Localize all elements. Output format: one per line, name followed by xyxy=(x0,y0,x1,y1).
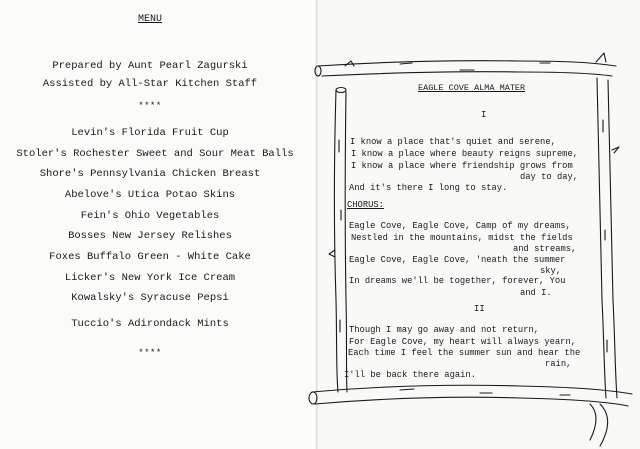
chorus-line: Nestled in the mountains, midst the fields xyxy=(351,233,573,243)
verse-line: day to day, xyxy=(520,172,579,182)
verse-line: I know a place where beauty reigns supreme, xyxy=(351,149,578,159)
verse-line: I know a place where friendship grows from xyxy=(351,161,573,171)
chorus-line: and I. xyxy=(520,288,552,298)
menu-item: Fein's Ohio Vegetables xyxy=(80,210,220,222)
menu-title: MENU xyxy=(137,14,162,25)
menu-item: Tuccio's Adirondack Mints xyxy=(71,318,229,330)
menu-separator-bottom: **** xyxy=(138,348,162,358)
chorus-line: and streams, xyxy=(513,244,577,254)
menu-item: Foxes Buffalo Green - White Cake xyxy=(49,251,251,263)
chorus-line: Eagle Cove, Eagle Cove, Camp of my dreams, xyxy=(349,221,571,231)
menu-item: Shore's Pennsylvania Chicken Breast xyxy=(39,168,261,180)
verse-line: Though I may go away and not return, xyxy=(349,325,540,335)
chorus-line: sky, xyxy=(540,266,562,276)
verse-line: And it's there I long to stay. xyxy=(349,183,508,193)
verse-line: I know a place that's quiet and serene, xyxy=(350,137,556,147)
menu-item: Stoler's Rochester Sweet and Sour Meat Balls xyxy=(16,148,294,160)
verse-line: Each time I feel the summer sun and hear the xyxy=(348,348,581,358)
verse-numeral: II xyxy=(474,304,485,314)
menu-separator-top: **** xyxy=(138,101,162,111)
song-title: EAGLE COVE ALMA MATER xyxy=(418,83,526,93)
menu-prepared-by: Prepared by Aunt Pearl Zagurski xyxy=(52,60,248,72)
menu-item: Licker's New York Ice Cream xyxy=(64,272,236,284)
menu-item: Levin's Florida Fruit Cup xyxy=(71,127,229,139)
menu-item: Bosses New Jersey Relishes xyxy=(68,230,232,242)
verse-line: I'll be back there again. xyxy=(344,370,476,380)
menu-item: Kowalsky's Syracuse Pepsi xyxy=(71,292,229,304)
verse-numeral: I xyxy=(481,110,487,120)
chorus-line: Eagle Cove, Eagle Cove, 'neath the summer xyxy=(349,255,566,265)
verse-line: For Eagle Cove, my heart will always yearn, xyxy=(349,337,576,347)
menu-item: Abelove's Utica Potao Skins xyxy=(64,189,236,201)
menu-assisted-by: Assisted by All-Star Kitchen Staff xyxy=(42,78,258,90)
verse-line: rain, xyxy=(545,359,572,369)
chorus-label: CHORUS: xyxy=(347,200,384,210)
chorus-line: In dreams we'll be together, forever, You xyxy=(349,276,566,286)
